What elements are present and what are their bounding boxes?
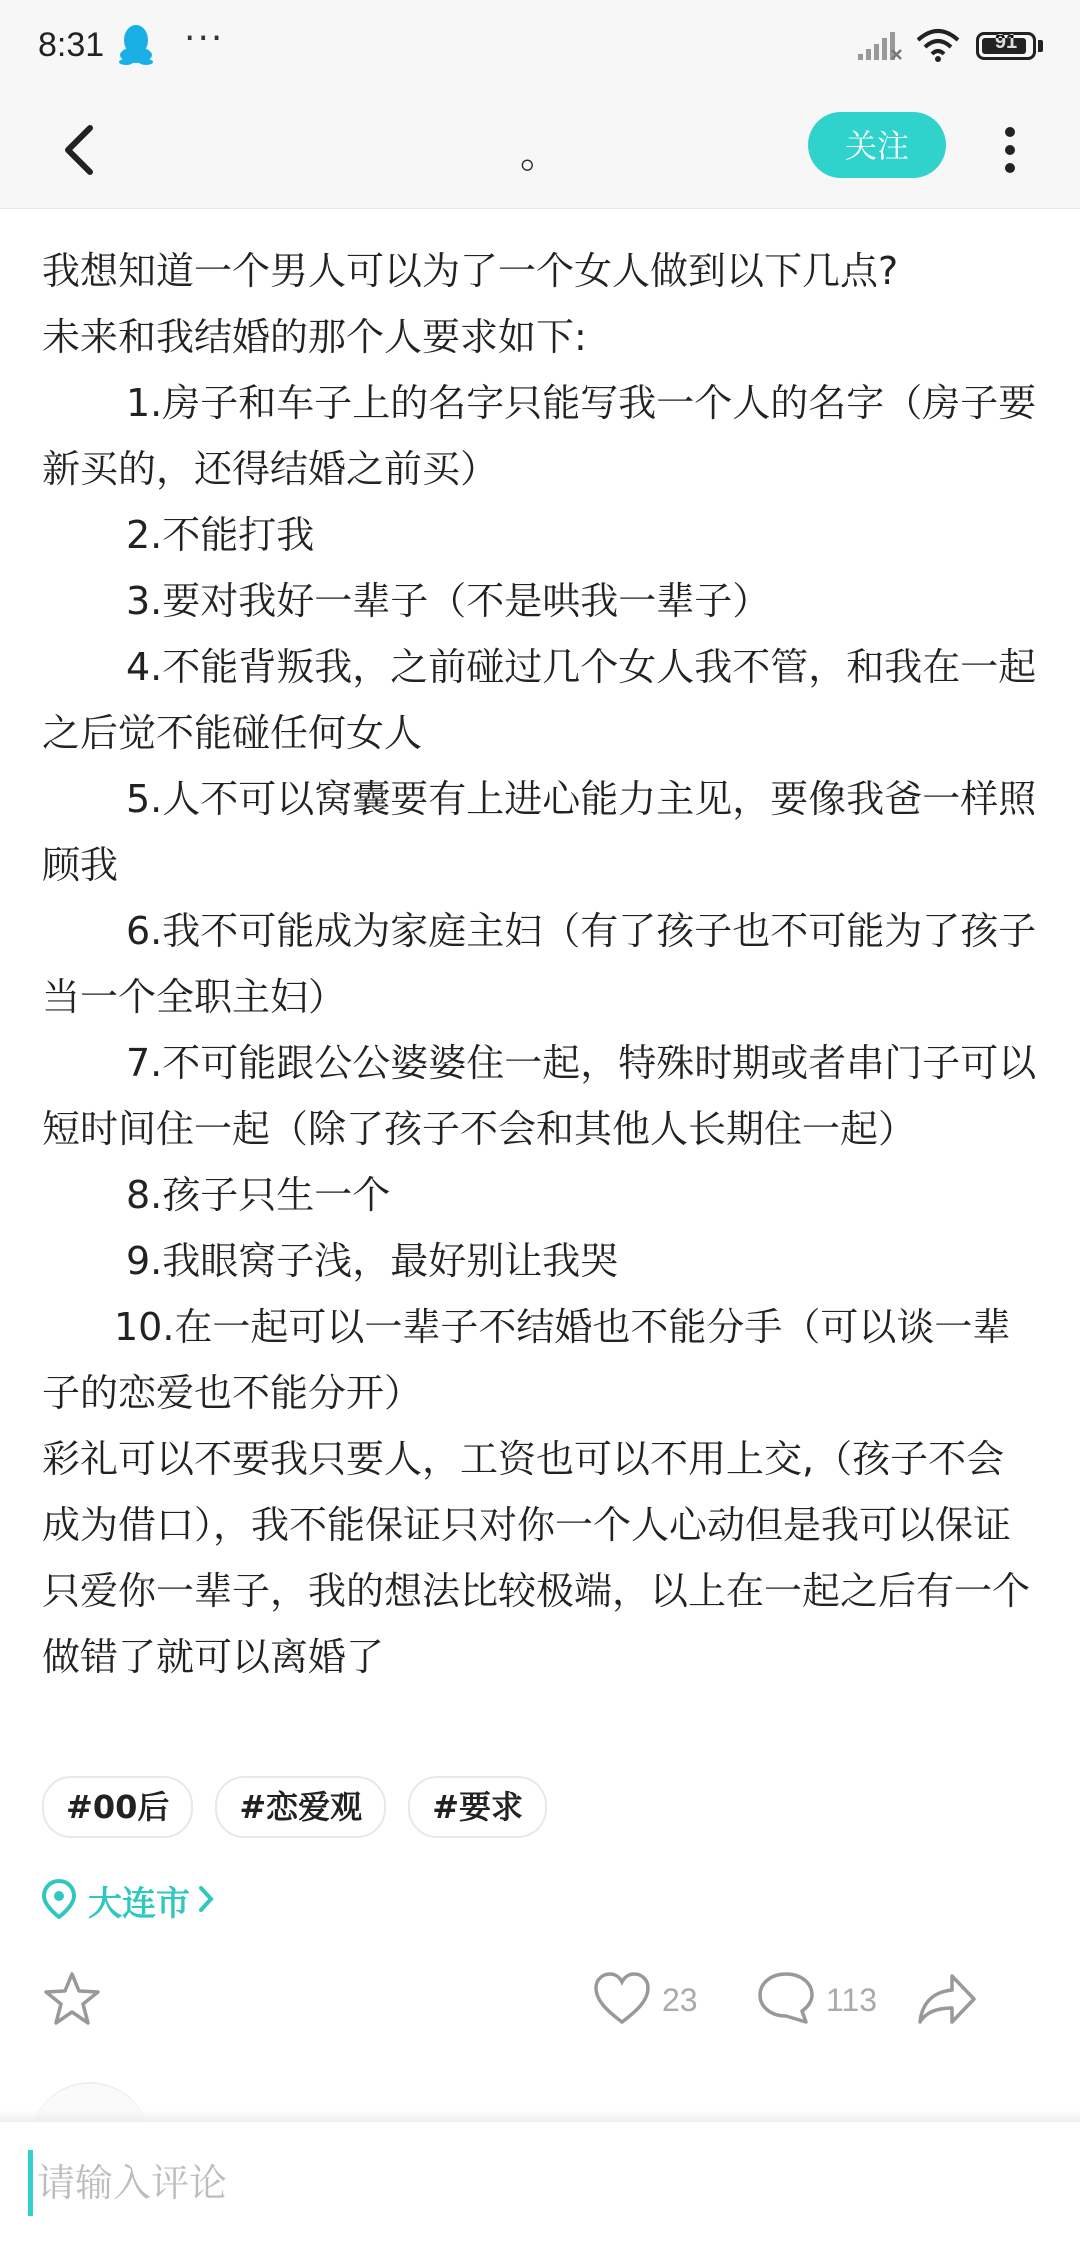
requirement-item: 8.孩子只生一个: [126, 1173, 391, 1217]
notification-more-icon: ···: [184, 18, 225, 59]
location-link[interactable]: [42, 1876, 216, 1925]
topic-tag[interactable]: #恋爱观: [215, 1776, 386, 1838]
status-bar: [0, 0, 1080, 92]
comment-bar: [0, 2122, 1080, 2244]
post-intro-line: 未来和我结婚的那个人要求如下:: [42, 315, 587, 359]
battery-percent: 91: [994, 31, 1018, 53]
requirement-item: 4.不能背叛我，之前碰过几个女人我不管，和我在一起之后觉不能碰任何女人: [42, 645, 1037, 755]
follow-button[interactable]: 关注: [808, 112, 946, 178]
post-intro-line: 我想知道一个男人可以为了一个女人做到以下几点?: [42, 249, 899, 293]
heart-icon: [592, 1970, 652, 2030]
tag-list: [42, 1776, 547, 1838]
more-menu-icon[interactable]: [998, 120, 1022, 180]
post-body: [42, 238, 1042, 1690]
comment-bubble-icon: [756, 1970, 816, 2030]
comment-input[interactable]: [28, 2150, 1019, 2216]
like-button[interactable]: [592, 1970, 698, 2030]
battery-icon: [976, 32, 1036, 60]
like-count: 23: [662, 1981, 698, 2018]
post-outro: 彩礼可以不要我只要人，工资也可以不用上交,（孩子不会成为借口），我不能保证只对你一个人心动但是我可以保证只爱你一辈子，我的想法比较极端，以上在一起之后有一个做错了就可以离婚了: [42, 1437, 1031, 1679]
requirement-item: 10.在一起可以一辈子不结婚也不能分手（可以谈一辈子的恋爱也不能分开）: [42, 1305, 1011, 1415]
location-pin-icon: [42, 1879, 76, 1923]
topic-tag[interactable]: #要求: [408, 1776, 547, 1838]
requirement-item: 2.不能打我: [126, 513, 315, 557]
status-time: 8:31: [38, 26, 105, 64]
requirement-item: 9.我眼窝子浅，最好别让我哭: [126, 1239, 619, 1283]
requirement-item: 7.不可能跟公公婆婆住一起，特殊时期或者串门子可以短时间住一起（除了孩子不会和其他人长期住一起）: [42, 1041, 1037, 1151]
qq-penguin-icon: [118, 22, 154, 70]
battery-cap: [1038, 40, 1043, 52]
requirement-item: 3.要对我好一辈子（不是哄我一辈子）: [126, 579, 771, 623]
action-bar: [0, 1960, 1080, 2040]
requirement-item: 1.房子和车子上的名字只能写我一个人的名字（房子要新买的，还得结婚之前买）: [42, 381, 1037, 491]
location-name: 大连市: [88, 1884, 190, 1924]
comment-button[interactable]: [756, 1970, 877, 2030]
star-favorite-icon[interactable]: [42, 1970, 102, 2032]
share-arrow-icon[interactable]: [916, 1972, 978, 2030]
chevron-right-icon: [196, 1884, 216, 1918]
topic-tag[interactable]: #00后: [42, 1776, 193, 1838]
requirement-item: 6.我不可能成为家庭主妇（有了孩子也不可能为了孩子当一个全职主妇）: [42, 909, 1037, 1019]
signal-icon: [858, 32, 902, 66]
wifi-icon: [916, 28, 960, 66]
comment-count: 113: [826, 1981, 878, 2018]
app-header: [0, 92, 1080, 209]
requirement-item: 5.人不可以窝囊要有上进心能力主见，要像我爸一样照顾我: [42, 777, 1037, 887]
page-title: 。: [520, 131, 560, 177]
